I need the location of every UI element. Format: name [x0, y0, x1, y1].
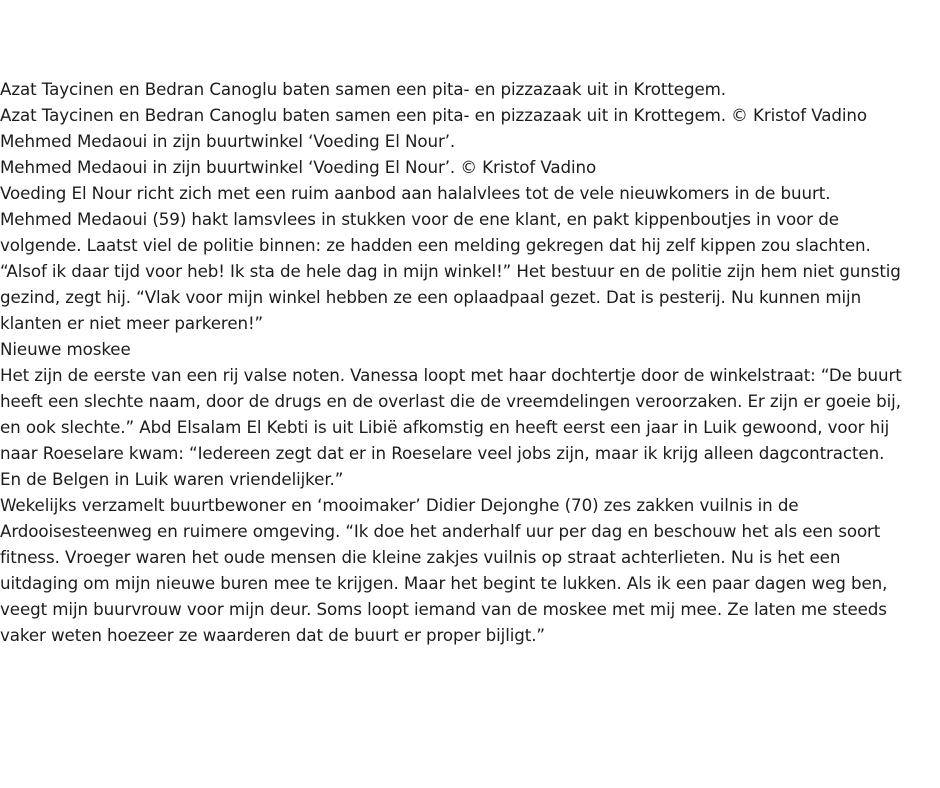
- photo-caption-with-credit: Mehmed Medaoui in zijn buurtwinkel ‘Voeding El Nour’. © Kristof Vadino: [0, 157, 597, 177]
- paragraph-line: heeft een slechte naam, door de drugs en de overlast die de vreemdelingen veroorzaken. Er zijn er goeie bij,: [0, 391, 901, 411]
- article-body: [0, 76, 940, 648]
- paragraph-line: vaker weten hoezeer ze waarderen dat de buurt er proper bijligt.”: [0, 625, 545, 645]
- paragraph-line: Het zijn de eerste van een rij valse noten. Vanessa loopt met haar dochtertje door de winkelstraat: “De buurt: [0, 365, 902, 385]
- paragraph-line: gezind, zegt hij. “Vlak voor mijn winkel hebben ze een oplaadpaal gezet. Dat is pesterij. Nu kunnen mijn: [0, 287, 862, 307]
- section-subheading: Nieuwe moskee: [0, 339, 131, 359]
- paragraph-line: en ook slechte.” Abd Elsalam El Kebti is uit Libië afkomstig en heeft eerst een jaar in Luik gewoond, voor hij: [0, 417, 890, 437]
- paragraph: [0, 206, 940, 336]
- paragraph-line: veegt mijn buurvrouw voor mijn deur. Soms loopt iemand van de moskee met mij mee. Ze laten me steeds: [0, 599, 887, 619]
- paragraph-line: “Alsof ik daar tijd voor heb! Ik sta de hele dag in mijn winkel!” Het bestuur en de politie zijn hem niet gunstig: [0, 261, 901, 281]
- photo-caption: Azat Taycinen en Bedran Canoglu baten samen een pita- en pizzazaak uit in Krottegem.: [0, 79, 726, 99]
- paragraph-line: volgende. Laatst viel de politie binnen: ze hadden een melding gekregen dat hij zelf kippen zou slachten.: [0, 235, 871, 255]
- paragraph-line: Voeding El Nour richt zich met een ruim aanbod aan halalvlees tot de vele nieuwkomers in de buurt.: [0, 183, 831, 203]
- photo-caption-with-credit: Azat Taycinen en Bedran Canoglu baten samen een pita- en pizzazaak uit in Krottegem. © Kristof Vadino: [0, 105, 868, 125]
- paragraph-line: naar Roeselare kwam: “Iedereen zegt dat er in Roeselare veel jobs zijn, maar ik krijg alleen dagcontracten.: [0, 443, 885, 463]
- photo-caption: Mehmed Medaoui in zijn buurtwinkel ‘Voeding El Nour’.: [0, 131, 456, 151]
- paragraph: [0, 362, 940, 492]
- paragraph-line: klanten er niet meer parkeren!”: [0, 313, 264, 333]
- paragraph-line: Wekelijks verzamelt buurtbewoner en ‘mooimaker’ Didier Dejonghe (70) zes zakken vuilnis in de: [0, 495, 799, 515]
- paragraph-line: Ardooisesteenweg en ruimere omgeving. “Ik doe het anderhalf uur per dag en beschouw het als een soort: [0, 521, 881, 541]
- paragraph-line: uitdaging om mijn nieuwe buren mee te krijgen. Maar het begint te lukken. Als ik een paar dagen weg ben,: [0, 573, 888, 593]
- paragraph-line: fitness. Vroeger waren het oude mensen die kleine zakjes vuilnis op straat achterlieten. Nu is het een: [0, 547, 841, 567]
- paragraph: [0, 492, 940, 648]
- paragraph-line: Mehmed Medaoui (59) hakt lamsvlees in stukken voor de ene klant, en pakt kippenboutjes in voor de: [0, 209, 839, 229]
- paragraph-line: En de Belgen in Luik waren vriendelijker.”: [0, 469, 344, 489]
